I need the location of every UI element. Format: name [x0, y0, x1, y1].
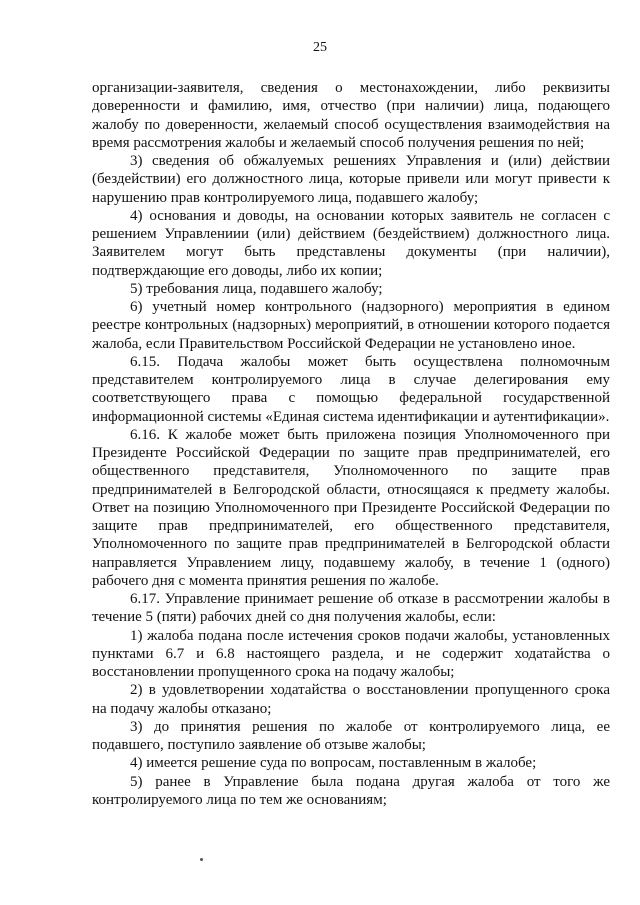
scan-speck [200, 858, 203, 861]
paragraph-refusal-3: 3) до принятия решения по жалобе от контролируемого лица, ее подавшего, поступило заявление об отзыве жалобы; [92, 718, 610, 753]
paragraph-refusal-4: 4) имеется решение суда по вопросам, поставленным в жалобе; [130, 755, 537, 772]
paragraph-item-4: 4) основания и доводы, на основании которых заявитель не согласен с решением Управлениии (или) действием (бездействием) должностного лица. Заявителем могут быть представлены документы (при наличии), подтверждающие его доводы, либо их копии; [92, 207, 610, 279]
paragraph-item-5: 5) требования лица, подавшего жалобу; [130, 280, 383, 297]
paragraph-6-15: 6.15. Подача жалобы может быть осуществлена полномочным представителем контролируемого лица в случае делегирования ему соответствующего права с помощью федеральной государственной информационной системы «Единая система идентификации и аутентификации». [92, 353, 610, 425]
paragraph-continuation: организации-заявителя, сведения о местонахождении, либо реквизиты доверенности и фамилию, имя, отчество (при наличии) лица, подающего жалобу по доверенности, желаемый способ осуществления взаимодействия на время рассмотрения жалобы и желаемый способ получения решения по ней; [92, 80, 610, 151]
page-number: 25 [313, 40, 327, 55]
paragraph-item-6: 6) учетный номер контрольного (надзорного) мероприятия в едином реестре контрольных (надзорных) мероприятий, в отношении которого подается жалоба, если Правительством Российской Федерации не установлено иное. [92, 299, 610, 352]
paragraph-refusal-5: 5) ранее в Управление была подана другая жалоба от того же контролируемого лица по тем же основаниям; [92, 773, 610, 808]
paragraph-item-3: 3) сведения об обжалуемых решениях Управления и (или) действии (бездействии) его должностного лица, которые привели или могут привести к нарушению прав контролируемого лица, подавшего жалобу; [92, 153, 610, 206]
document-body [92, 79, 610, 809]
paragraph-refusal-1: 1) жалоба подана после истечения сроков подачи жалобы, установленных пунктами 6.7 и 6.8 настоящего раздела, и не содержит ходатайства о восстановлении пропущенного срока на подачу жалобы; [92, 627, 610, 680]
paragraph-6-16: 6.16. К жалобе может быть приложена позиция Уполномоченного при Президенте Российской Федерации по защите прав предпринимателей, его общественного представителя, Уполномоченного по защите прав предпринимателей в Белгородской области, относящаяся к предмету жалобы. Ответ на позицию Уполномоченного при Президенте Российской Федерации по защите прав предпринимателей, его общественного представителя, Уполномоченного по защите прав предпринимателей в Белгородской области направляется Управлением лицу, подавшему жалобу, в течение 1 (одного) рабочего дня с момента принятия решения по жалобе. [92, 426, 610, 589]
paragraph-6-17: 6.17. Управление принимает решение об отказе в рассмотрении жалобы в течение 5 (пяти) рабочих дней со дня получения жалобы, если: [92, 591, 610, 626]
paragraph-refusal-2: 2) в удовлетворении ходатайства о восстановлении пропущенного срока на подачу жалобы отказано; [92, 682, 610, 717]
